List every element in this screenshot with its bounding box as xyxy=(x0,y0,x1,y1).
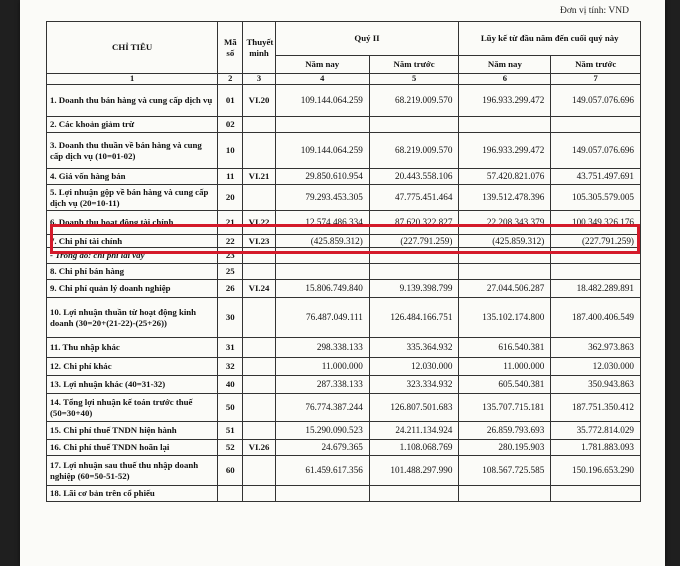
cell-q-truoc: 126.807.501.683 xyxy=(369,394,459,422)
cell-tm: VI.26 xyxy=(243,440,275,456)
cell-q-truoc: 335.364.932 xyxy=(369,338,459,358)
cell-lk-truoc xyxy=(551,264,641,280)
cell-q-truoc: 12.030.000 xyxy=(369,358,459,376)
cell-q-truoc: (227.791.259) xyxy=(369,235,459,248)
table-row xyxy=(47,422,641,440)
header-ma-so: Mã số xyxy=(218,22,243,74)
cell-lk-truoc: 187.751.350.412 xyxy=(551,394,641,422)
cell-tm xyxy=(243,185,275,211)
cell-lk-truoc: 12.030.000 xyxy=(551,358,641,376)
cell-lk-nay xyxy=(459,486,551,502)
header-q-nam-nay: Năm nay xyxy=(275,56,369,74)
cell-lk-nay: 108.567.725.585 xyxy=(459,456,551,486)
header-luy-ke: Lũy kế từ đầu năm đến cuối quý này xyxy=(459,22,641,56)
cell-q-truoc: 9.139.398.799 xyxy=(369,280,459,298)
table-row xyxy=(47,486,641,502)
cell-q-truoc xyxy=(369,117,459,133)
cell-q-nay xyxy=(275,248,369,264)
cell-name: 18. Lãi cơ bản trên cổ phiếu xyxy=(47,486,218,502)
cell-ma: 52 xyxy=(218,440,243,456)
cell-ma: 22 xyxy=(218,235,243,248)
cell-name: 13. Lợi nhuận khác (40=31-32) xyxy=(47,376,218,394)
cell-name: 10. Lợi nhuận thuần từ hoạt động kinh doanh (30=20+(21-22)-(25+26)) xyxy=(47,298,218,338)
cell-q-nay: 109.144.064.259 xyxy=(275,133,369,169)
cell-q-truoc: 87.620.322.827 xyxy=(369,211,459,235)
cell-lk-truoc: 362.973.863 xyxy=(551,338,641,358)
cell-tm xyxy=(243,486,275,502)
table-row xyxy=(47,358,641,376)
table-row xyxy=(47,117,641,133)
cell-lk-truoc: 149.057.076.696 xyxy=(551,133,641,169)
cell-tm xyxy=(243,133,275,169)
cell-ma: 40 xyxy=(218,376,243,394)
cell-q-truoc xyxy=(369,486,459,502)
cell-name: 7. Chi phí tài chính xyxy=(47,235,218,248)
cell-lk-truoc xyxy=(551,248,641,264)
cell-lk-truoc: 149.057.076.696 xyxy=(551,85,641,117)
cell-q-nay: 79.293.453.305 xyxy=(275,185,369,211)
cell-ma: 32 xyxy=(218,358,243,376)
cell-lk-truoc: 18.482.289.891 xyxy=(551,280,641,298)
col-index: 7 xyxy=(551,74,641,85)
table-row xyxy=(47,235,641,248)
cell-q-truoc: 24.211.134.924 xyxy=(369,422,459,440)
cell-tm xyxy=(243,376,275,394)
cell-q-nay: 29.850.610.954 xyxy=(275,169,369,185)
table-row xyxy=(47,264,641,280)
table-row xyxy=(47,456,641,486)
table-row xyxy=(47,211,641,235)
income-statement-table xyxy=(46,21,641,502)
cell-name: 9. Chi phí quản lý doanh nghiệp xyxy=(47,280,218,298)
cell-tm: VI.21 xyxy=(243,169,275,185)
cell-name: - Trong đó: chi phí lãi vay xyxy=(47,248,218,264)
cell-lk-nay: 196.933.299.472 xyxy=(459,133,551,169)
cell-tm xyxy=(243,264,275,280)
cell-name: 4. Giá vốn hàng bán xyxy=(47,169,218,185)
cell-q-truoc: 1.108.068.769 xyxy=(369,440,459,456)
col-index: 6 xyxy=(459,74,551,85)
cell-ma: 26 xyxy=(218,280,243,298)
cell-lk-nay: 280.195.903 xyxy=(459,440,551,456)
cell-q-nay: 12.574.486.334 xyxy=(275,211,369,235)
cell-tm xyxy=(243,394,275,422)
cell-q-nay xyxy=(275,264,369,280)
cell-tm: VI.20 xyxy=(243,85,275,117)
cell-q-nay xyxy=(275,486,369,502)
cell-ma: 25 xyxy=(218,264,243,280)
cell-name: 3. Doanh thu thuần về bán hàng và cung cấp dịch vụ (10=01-02) xyxy=(47,133,218,169)
cell-lk-nay: 616.540.381 xyxy=(459,338,551,358)
table-row xyxy=(47,185,641,211)
cell-lk-nay xyxy=(459,117,551,133)
cell-ma: 02 xyxy=(218,117,243,133)
cell-q-truoc: 126.484.166.751 xyxy=(369,298,459,338)
cell-name: 6. Doanh thu hoạt động tài chính xyxy=(47,211,218,235)
cell-lk-nay: 57.420.821.076 xyxy=(459,169,551,185)
cell-name: 15. Chi phí thuế TNDN hiện hành xyxy=(47,422,218,440)
cell-q-nay: 61.459.617.356 xyxy=(275,456,369,486)
cell-name: 1. Doanh thu bán hàng và cung cấp dịch vụ xyxy=(47,85,218,117)
cell-tm xyxy=(243,358,275,376)
cell-tm: VI.24 xyxy=(243,280,275,298)
table-row xyxy=(47,298,641,338)
cell-lk-nay: 22.208.343.379 xyxy=(459,211,551,235)
cell-q-truoc xyxy=(369,248,459,264)
header-q-nam-truoc: Năm trước xyxy=(369,56,459,74)
cell-lk-truoc: 100.349.326.176 xyxy=(551,211,641,235)
cell-q-truoc: 101.488.297.990 xyxy=(369,456,459,486)
cell-tm xyxy=(243,248,275,264)
cell-ma: 10 xyxy=(218,133,243,169)
cell-name: 8. Chi phí bán hàng xyxy=(47,264,218,280)
cell-name: 5. Lợi nhuận gộp về bán hàng và cung cấp dịch vụ (20=10-11) xyxy=(47,185,218,211)
cell-q-nay: 15.806.749.840 xyxy=(275,280,369,298)
cell-q-truoc: 323.334.932 xyxy=(369,376,459,394)
cell-ma: 30 xyxy=(218,298,243,338)
header-chi-tieu: CHỈ TIÊU xyxy=(47,22,218,74)
cell-lk-nay: (425.859.312) xyxy=(459,235,551,248)
cell-q-nay: 76.774.387.244 xyxy=(275,394,369,422)
cell-q-nay: 24.679.365 xyxy=(275,440,369,456)
cell-name: 11. Thu nhập khác xyxy=(47,338,218,358)
cell-q-nay xyxy=(275,117,369,133)
cell-lk-nay xyxy=(459,264,551,280)
cell-lk-truoc: 43.751.497.691 xyxy=(551,169,641,185)
table-row xyxy=(47,394,641,422)
cell-q-nay: 15.290.090.523 xyxy=(275,422,369,440)
cell-lk-truoc: 1.781.883.093 xyxy=(551,440,641,456)
table-row xyxy=(47,85,641,117)
cell-ma: 21 xyxy=(218,211,243,235)
cell-q-truoc: 68.219.009.570 xyxy=(369,133,459,169)
cell-lk-truoc xyxy=(551,486,641,502)
cell-name: 14. Tổng lợi nhuận kế toán trước thuế (50=30+40) xyxy=(47,394,218,422)
cell-ma: 11 xyxy=(218,169,243,185)
cell-lk-truoc: 35.772.814.029 xyxy=(551,422,641,440)
cell-ma: 60 xyxy=(218,456,243,486)
cell-tm xyxy=(243,422,275,440)
cell-tm xyxy=(243,117,275,133)
cell-lk-truoc: 105.305.579.005 xyxy=(551,185,641,211)
cell-ma: 50 xyxy=(218,394,243,422)
unit-label: Đơn vị tính: VND xyxy=(560,6,629,16)
cell-tm xyxy=(243,338,275,358)
cell-lk-nay: 11.000.000 xyxy=(459,358,551,376)
cell-lk-nay xyxy=(459,248,551,264)
table-row xyxy=(47,133,641,169)
cell-lk-truoc xyxy=(551,117,641,133)
col-index: 4 xyxy=(275,74,369,85)
cell-q-nay: (425.859.312) xyxy=(275,235,369,248)
table-row xyxy=(47,280,641,298)
cell-name: 16. Chi phí thuế TNDN hoãn lại xyxy=(47,440,218,456)
header-quy: Quý II xyxy=(275,22,459,56)
header-lk-nam-nay: Năm nay xyxy=(459,56,551,74)
cell-q-nay: 11.000.000 xyxy=(275,358,369,376)
cell-tm: VI.22 xyxy=(243,211,275,235)
col-index: 2 xyxy=(218,74,243,85)
col-index: 5 xyxy=(369,74,459,85)
table-row xyxy=(47,248,641,264)
header-thuyet-minh: Thuyết minh xyxy=(243,22,275,74)
cell-tm xyxy=(243,456,275,486)
header-lk-nam-truoc: Năm trước xyxy=(551,56,641,74)
cell-ma: 01 xyxy=(218,85,243,117)
cell-lk-truoc: 150.196.653.290 xyxy=(551,456,641,486)
cell-lk-nay: 196.933.299.472 xyxy=(459,85,551,117)
cell-q-nay: 287.338.133 xyxy=(275,376,369,394)
cell-ma: 23 xyxy=(218,248,243,264)
cell-ma xyxy=(218,486,243,502)
cell-name: 12. Chi phí khác xyxy=(47,358,218,376)
cell-q-nay: 109.144.064.259 xyxy=(275,85,369,117)
cell-tm xyxy=(243,298,275,338)
cell-lk-nay: 27.044.506.287 xyxy=(459,280,551,298)
cell-name: 2. Các khoản giảm trừ xyxy=(47,117,218,133)
cell-tm: VI.23 xyxy=(243,235,275,248)
cell-lk-truoc: 187.400.406.549 xyxy=(551,298,641,338)
cell-lk-nay: 26.859.793.693 xyxy=(459,422,551,440)
cell-q-nay: 298.338.133 xyxy=(275,338,369,358)
cell-ma: 51 xyxy=(218,422,243,440)
cell-lk-truoc: (227.791.259) xyxy=(551,235,641,248)
cell-lk-nay: 139.512.478.396 xyxy=(459,185,551,211)
cell-q-truoc: 47.775.451.464 xyxy=(369,185,459,211)
cell-q-truoc: 20.443.558.106 xyxy=(369,169,459,185)
cell-lk-nay: 135.102.174.800 xyxy=(459,298,551,338)
cell-lk-nay: 135.707.715.181 xyxy=(459,394,551,422)
cell-name: 17. Lợi nhuận sau thuế thu nhập doanh nghiệp (60=50-51-52) xyxy=(47,456,218,486)
table-row xyxy=(47,376,641,394)
col-index: 1 xyxy=(47,74,218,85)
table-row xyxy=(47,338,641,358)
cell-lk-truoc: 350.943.863 xyxy=(551,376,641,394)
cell-ma: 31 xyxy=(218,338,243,358)
cell-q-truoc: 68.219.009.570 xyxy=(369,85,459,117)
cell-ma: 20 xyxy=(218,185,243,211)
table-row xyxy=(47,440,641,456)
table-row xyxy=(47,169,641,185)
cell-q-nay: 76.487.049.111 xyxy=(275,298,369,338)
col-index: 3 xyxy=(243,74,275,85)
cell-q-truoc xyxy=(369,264,459,280)
cell-lk-nay: 605.540.381 xyxy=(459,376,551,394)
